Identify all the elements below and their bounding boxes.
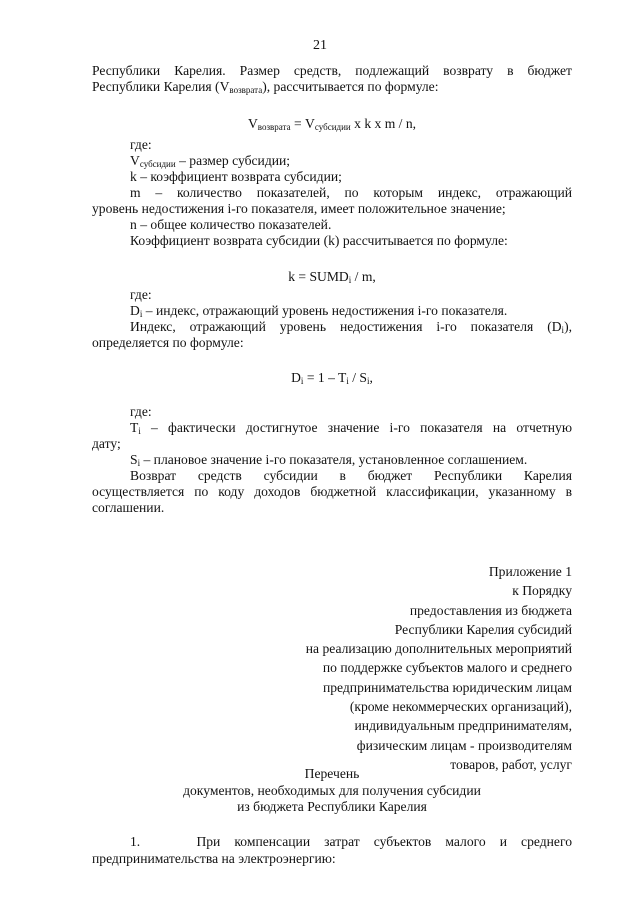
formula-line xyxy=(92,269,572,285)
text-line: определяется по формуле: xyxy=(92,335,244,350)
subscript: возврата xyxy=(257,122,291,132)
appendix-line: на реализацию дополнительных мероприятий xyxy=(305,641,572,657)
text-line: m – количество показателей, по которым индекс, отражающий xyxy=(130,185,572,200)
text-line: 1. При компенсации затрат субъектов малого и среднего xyxy=(130,834,572,849)
appendix-line: (кроме некоммерческих организаций), xyxy=(349,699,572,715)
text-fragment: x k x m / n, xyxy=(350,116,417,131)
subscript: i xyxy=(348,275,352,285)
definitions-refund xyxy=(92,137,572,249)
text-fragment: – фактически достигнутое значение i-го показателя на отчетную xyxy=(140,420,572,435)
appendix-line: товаров, работ, услуг xyxy=(450,756,572,772)
text-fragment: = V xyxy=(290,116,315,131)
text-line: n – общее количество показателей. xyxy=(130,217,332,232)
text-fragment: = 1 – T xyxy=(303,370,347,385)
document-list-title xyxy=(92,766,572,816)
text-fragment: – индекс, отражающий уровень недостижения i-го показателя. xyxy=(142,303,508,318)
appendix-line: по поддержке субъектов малого и среднего xyxy=(322,660,572,676)
subscript: субсидии xyxy=(314,122,351,132)
text-line: Возврат средств субсидии в бюджет Республики Карелия xyxy=(130,468,572,483)
text-fragment: V xyxy=(247,116,258,131)
text-line: Республики Карелия. Размер средств, подлежащий возврату в бюджет xyxy=(92,63,572,78)
subscript: i xyxy=(367,376,370,386)
title-line: из бюджета Республики Карелия xyxy=(237,799,427,814)
subscript: i xyxy=(138,426,141,436)
subscript: i xyxy=(139,309,143,319)
text-line: дату; xyxy=(92,436,121,451)
appendix-line: к Порядку xyxy=(512,583,572,599)
text-fragment: V xyxy=(130,153,140,168)
text-fragment: S xyxy=(130,452,138,467)
text-line: уровень недостижения i-го показателя, имеет положительное значение; xyxy=(92,201,506,216)
text-fragment: D xyxy=(130,303,140,318)
text-line: где: xyxy=(130,287,152,302)
appendix-line: предпринимательства юридическим лицам xyxy=(322,679,572,695)
page-number: 21 xyxy=(313,38,327,53)
appendix-header xyxy=(242,562,572,774)
subscript: i xyxy=(561,325,565,335)
text-fragment: ), рассчитывается по формуле: xyxy=(262,79,439,94)
text-fragment: Индекс, отражающий уровень недостижения i-го показателя (D xyxy=(130,319,562,334)
paragraph-refund-intro xyxy=(92,63,572,95)
list-item-1 xyxy=(92,833,572,867)
text-line xyxy=(92,79,572,95)
appendix-line: Республики Карелия субсидий xyxy=(394,621,572,637)
formula-coefficient xyxy=(92,269,572,285)
title-line: Перечень xyxy=(304,766,360,781)
text-line: Коэффициент возврата субсидии (k) рассчитывается по формуле: xyxy=(130,233,508,248)
formula-refund xyxy=(92,116,572,132)
text-line: соглашении. xyxy=(92,500,165,515)
appendix-line: физическим лицам - производителям xyxy=(356,737,572,753)
text-fragment: , xyxy=(369,370,373,385)
definitions-coefficient xyxy=(92,287,572,351)
appendix-line: индивидуальным предпринимателям, xyxy=(354,718,572,734)
subscript: субсидии xyxy=(139,159,176,169)
text-fragment: D xyxy=(291,370,301,385)
text-line xyxy=(92,319,572,335)
subscript: i xyxy=(137,458,141,468)
appendix-line: Приложение 1 xyxy=(488,564,572,579)
formula-line xyxy=(92,370,572,386)
definitions-index xyxy=(92,404,572,516)
text-line xyxy=(92,153,572,169)
text-fragment: / S xyxy=(348,370,367,385)
text-fragment: / m, xyxy=(351,269,376,284)
text-line: k – коэффициент возврата субсидии; xyxy=(130,169,342,184)
text-fragment: k = SUMD xyxy=(288,269,349,284)
subscript: i xyxy=(300,376,304,386)
text-line: где: xyxy=(130,404,152,419)
text-fragment: ), xyxy=(564,319,572,334)
text-line: предпринимательства на электроэнергию: xyxy=(92,851,336,866)
text-line: где: xyxy=(130,137,152,152)
text-fragment: – размер субсидии; xyxy=(175,153,291,168)
formula-index xyxy=(92,370,572,386)
subscript: i xyxy=(346,376,349,386)
text-fragment: – плановое значение i-го показателя, установленное соглашением. xyxy=(140,452,528,467)
subscript: возврата xyxy=(229,85,263,95)
text-fragment: T xyxy=(130,420,139,435)
formula-line xyxy=(92,116,572,132)
text-line: осуществляется по коду доходов бюджетной классификации, указанному в xyxy=(92,484,572,499)
title-line: документов, необходимых для получения субсидии xyxy=(183,782,481,798)
text-line xyxy=(92,303,572,319)
appendix-line: предоставления из бюджета xyxy=(409,602,572,618)
text-line xyxy=(92,452,572,468)
text-line xyxy=(92,420,572,436)
text-fragment: Республики Карелия (V xyxy=(92,79,230,94)
